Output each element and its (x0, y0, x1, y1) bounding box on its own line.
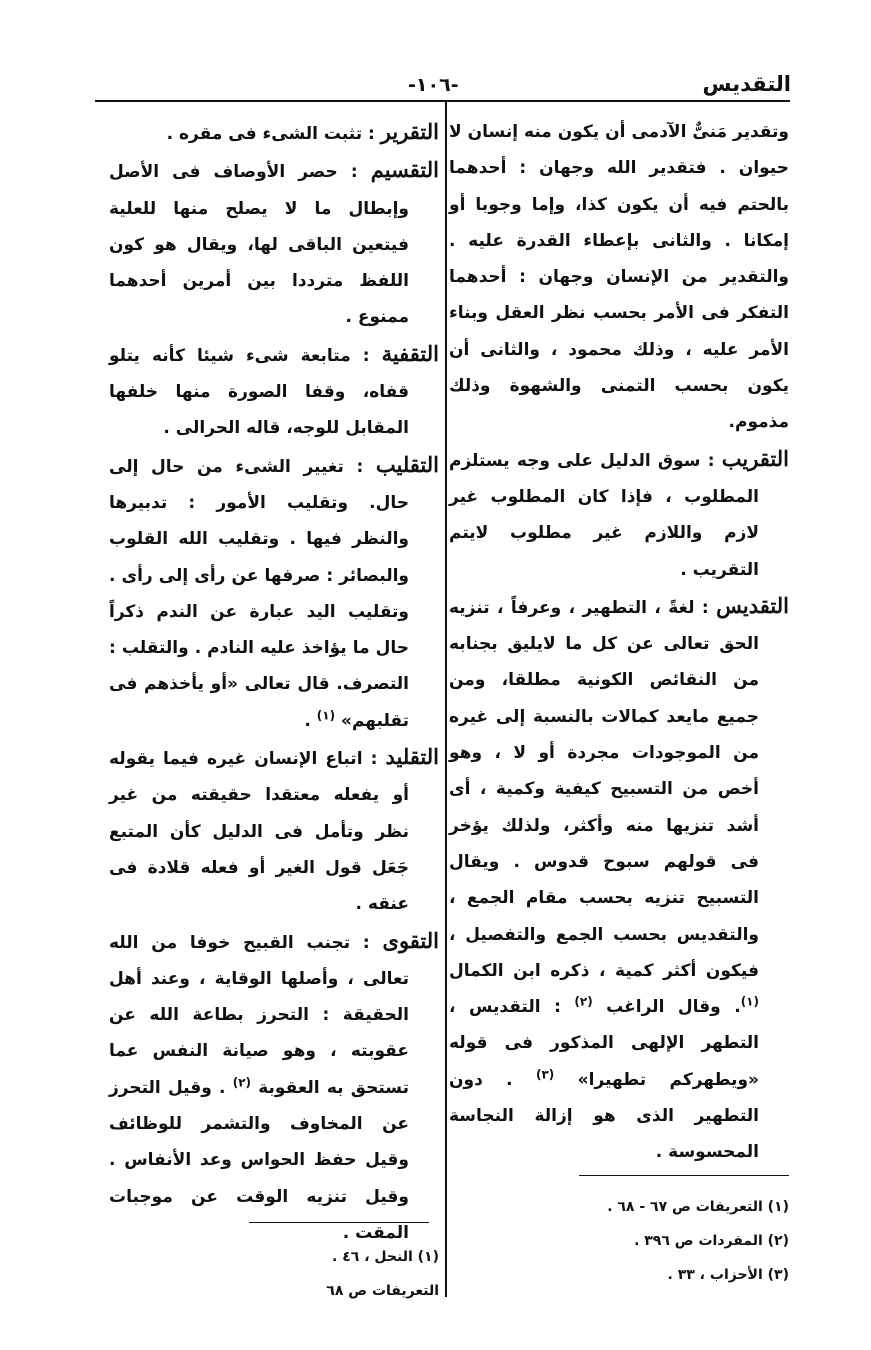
entry-text: : سوق الدليل على وجه يستلزم المطلوب ، فإذا كان المطلوب غير لازم واللازم غير مطلوب لايتم التقريب . (449, 450, 759, 580)
footnotes-right (449, 1190, 789, 1292)
left-column (109, 114, 439, 1251)
entry-taqlib (109, 447, 439, 739)
entry-text: : تثبت الشىء فى مقره . (166, 124, 381, 144)
column-divider (445, 102, 447, 1297)
running-head: التقديس (702, 72, 791, 96)
entry-text: : متابعة شىء شيئا كأنه يتلو قفاه، وقفا الصورة منها خلفها المقابل للوجه، قاله الحرالى . (109, 345, 409, 439)
footnotes-left (109, 1240, 439, 1308)
entry-taqsim (109, 152, 439, 335)
footnote: (١) النحل ، ٤٦ . (332, 1249, 439, 1265)
entry-term: التقوى (382, 927, 439, 953)
entry-term: التقسيم (370, 157, 439, 183)
entry-term: التقريب (721, 445, 789, 471)
entry-taqrib (449, 441, 789, 588)
footnote: التعريفات ص ٦٨ (326, 1283, 439, 1299)
entry-text: وتقدير مَنىٌّ الآدمى أن يكون منه إنسان لا حيوان . فتقدير الله وجهان : أحدهما بالحتم فيه أن يكون كذا، وإما وجوبا أو إمكانا . والثانى بإعطاء القدرة عليه . والتقدير من الإنسان وجهان : أحدهما التفكر فى الأمر بحسب نظر العقل وبناء الأمر عليه ، وذلك محمود ، والثانى أن يكون بحسب التمنى والشهوة وذلك مذموم. (449, 122, 789, 433)
header-rule (95, 100, 790, 102)
entry-term: التقليب (375, 451, 439, 477)
page-number: -١٠٦- (408, 74, 459, 96)
entry-taqdis (449, 588, 789, 1171)
footnote-ref: (٣) (535, 1067, 555, 1082)
entry-text: : اتباع الإنسان غيره فيما يقوله أو يفعله معتقدا حقيقته من غير نظر وتأمل فى الدليل كأن المتبع جَعَل قول الغير أو فعله قلادة فى عنقه . (109, 749, 409, 915)
entry-term: التقليد (385, 744, 439, 770)
entry-taqfiya (109, 336, 439, 447)
entry-text: : لغةً ، التطهير ، وعرفاً ، تنزيه الحق تعالى عن كل ما لايليق بجنابه من النقائص الكونية مطلقا، ومن جميع مايعد كمالات بالنسبة إلى غيره من الموجودات مجردة أو لا ، وهو أخص من التسبيح كيفية وكمية ، أى أشد تنزيها منه وأكثر، ولذلك يؤخر فى قولهم سبوح قدوس . ويقال التسبيح تنزيه بحسب مقام الجمع ، والتقديس بحسب الجمع والتفصيل ، فيكون أكثر كمية ، ذكره ابن الكمال (449, 597, 759, 981)
entry-term: التقرير (380, 119, 439, 144)
footnote-ref: (٢) (574, 994, 593, 1009)
entry-term: التقفية (381, 340, 439, 366)
footnote: (٢) المفردات ص ٣٩٦ . (634, 1233, 789, 1249)
footnote-rule-left (249, 1222, 429, 1223)
entry-text: . وقيل التحرز عن المخاوف والتشمر للوظائف وقيل حفظ الحواس وعد الأنفاس . وقيل تنزيه الوقت عن موجبات المقت . (109, 1077, 409, 1243)
right-column (449, 114, 789, 1171)
footnote-rule-right (579, 1175, 789, 1176)
entry-text: . دون التطهير الذى هو إزالة النجاسة المحسوسة . (449, 1069, 759, 1163)
entry-text: . (304, 710, 317, 731)
footnote: (٣) الأحزاب ، ٣٣ . (667, 1267, 789, 1283)
entry-text: . وقال الراغب (592, 997, 741, 1018)
entry-text: : تغيير الشىء من حال إلى حال. وتقليب الأمور : تدبيرها والنظر فيها . وتقليب الله القلوب والبصائر : صرفها عن رأى إلى رأى . وتقليب اليد عبارة عن الندم ذكراً حال ما يؤاخذ عليه النادم . والتقلب : التصرف. قال تعالى «أو يأخذهم فى تقلبهم» (109, 456, 409, 731)
footnote-ref: (١) (740, 994, 759, 1009)
entry-taqrir (109, 114, 439, 152)
footnote-ref: (١) (316, 708, 336, 723)
footnote: (١) التعريفات ص ٦٧ - ٦٨ . (607, 1199, 789, 1215)
entry-taqlid (109, 739, 439, 922)
entry-text: : حصر الأوصاف فى الأصل وإبطال ما لا يصلح منها للعلية فيتعين الباقى لها، ويقال هو كون اللفظ مترددا بين أمرين أحدهما ممنوع . (109, 162, 409, 328)
entry-text: : التقديس ، التطهر الإلهى المذكور فى قوله «ويطهركم تطهيرا» (449, 997, 759, 1090)
entry-term: التقديس (716, 592, 789, 618)
entry-continuation (449, 114, 789, 441)
entry-text: : تجنب القبيح خوفا من الله تعالى ، وأصلها الوقاية ، وعند أهل الحقيقة : التحرز بطاعة الله عن عقوبته ، وهو صيانة النفس عما تستحق به العقوبة (109, 932, 409, 1098)
footnote-ref: (٢) (232, 1075, 252, 1090)
entry-taqwa (109, 923, 439, 1252)
